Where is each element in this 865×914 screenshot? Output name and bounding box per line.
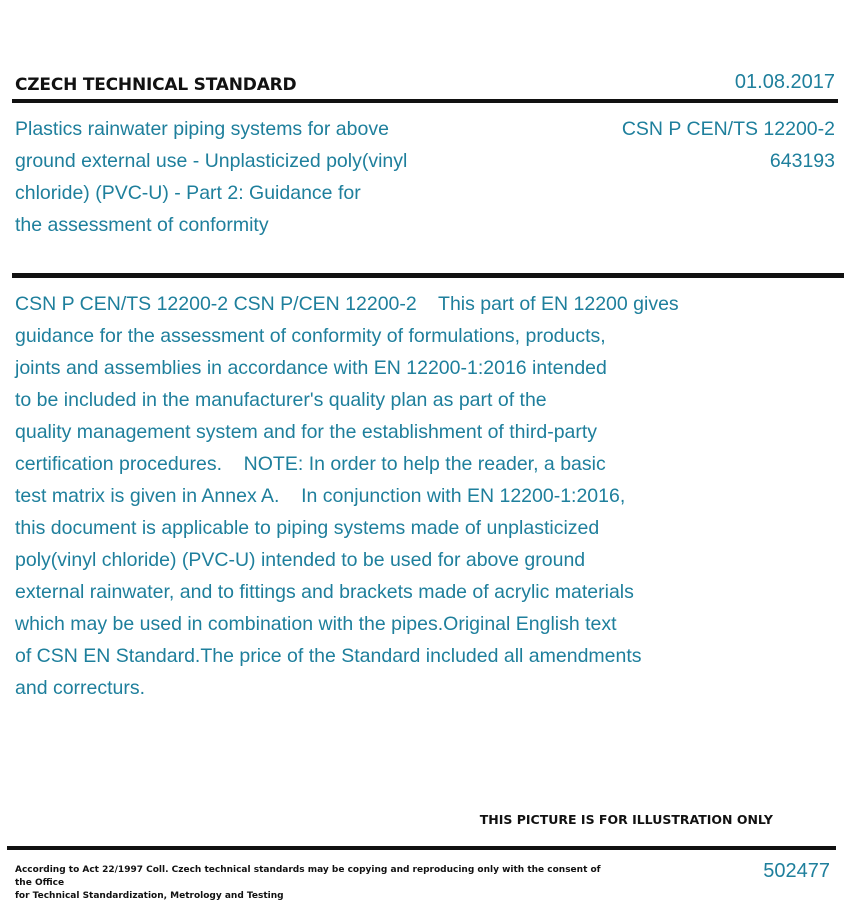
legal-line: for Technical Standardization, Metrology and Testing (15, 891, 284, 901)
classification-number: 643193 (769, 150, 835, 172)
title-line: chloride) (PVC-U) - Part 2: Guidance for (15, 182, 361, 204)
standard-description (15, 288, 775, 704)
description-line: test matrix is given in Annex A. In conjunction with EN 12200-1:2016, (15, 485, 626, 507)
description-line: joints and assemblies in accordance with EN 12200-1:2016 intended (15, 357, 607, 379)
standard-title (15, 113, 475, 241)
description-line: this document is applicable to piping systems made of unplasticized (15, 517, 600, 539)
legal-line: According to Act 22/1997 Coll. Czech technical standards may be copying and reproducing only with the consent of the Office (15, 865, 601, 888)
description-line: and correcturs. (15, 677, 146, 699)
header-divider (12, 99, 838, 103)
document-type-label: CZECH TECHNICAL STANDARD (15, 75, 297, 95)
title-line: ground external use - Unplasticized poly(vinyl (15, 150, 408, 172)
standard-identifiers (622, 113, 835, 177)
description-line: quality management system and for the establishment of third-party (15, 421, 598, 443)
footer-divider (7, 846, 836, 850)
description-line: certification procedures. NOTE: In order to help the reader, a basic (15, 453, 606, 475)
description-line: external rainwater, and to fittings and brackets made of acrylic materials (15, 581, 634, 603)
illustration-notice: THIS PICTURE IS FOR ILLUSTRATION ONLY (479, 812, 773, 827)
description-line: poly(vinyl chloride) (PVC-U) intended to be used for above ground (15, 549, 586, 571)
legal-notice (15, 864, 615, 903)
document-number: 502477 (763, 860, 830, 882)
publication-date: 01.08.2017 (734, 71, 835, 93)
description-line: guidance for the assessment of conformity of formulations, products, (15, 325, 606, 347)
description-line: CSN P CEN/TS 12200-2 CSN P/CEN 12200-2 This part of EN 12200 gives (15, 293, 679, 315)
standard-code: CSN P CEN/TS 12200-2 (621, 118, 835, 140)
title-line: the assessment of conformity (15, 214, 269, 236)
description-line: to be included in the manufacturer's quality plan as part of the (15, 389, 547, 411)
description-line: of CSN EN Standard.The price of the Standard included all amendments (15, 645, 642, 667)
description-line: which may be used in combination with the pipes.Original English text (15, 613, 617, 635)
title-divider (12, 273, 844, 278)
title-line: Plastics rainwater piping systems for above (15, 118, 389, 140)
